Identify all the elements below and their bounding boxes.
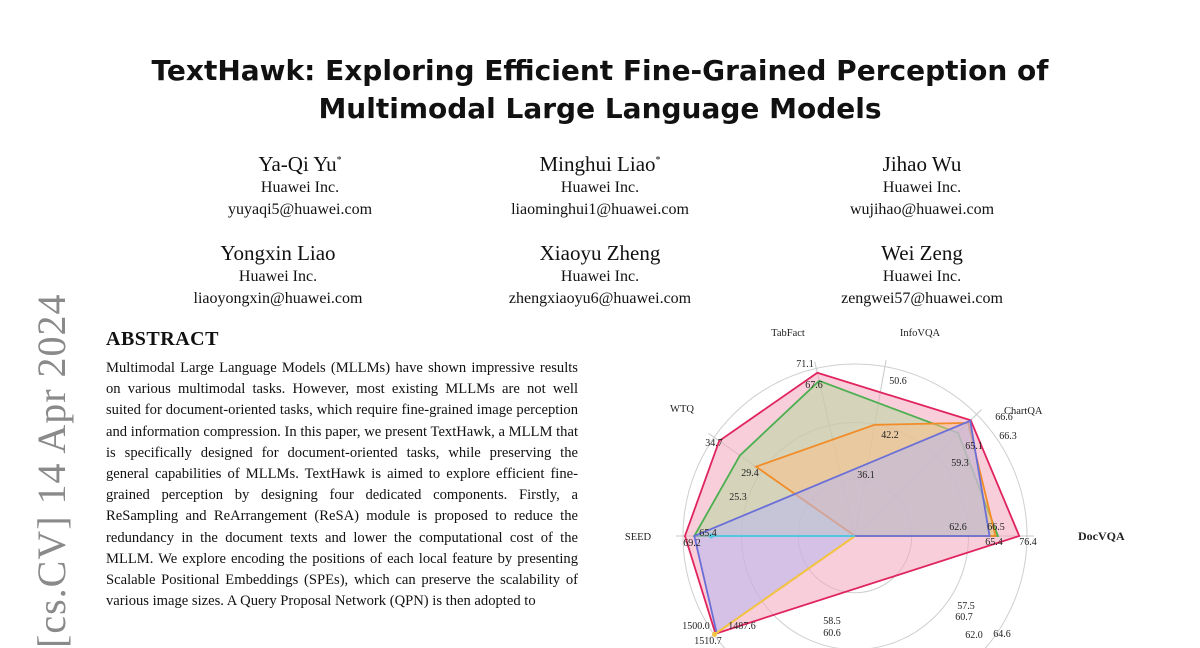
author-block: [170, 148, 430, 221]
abstract-body: Multimodal Large Language Models (MLLMs) have shown impressive results on various multimodal tasks. However, most existing MLLMs are not well suited for document-oriented tasks, which require fine-grained image perception and information compression. In this paper, we present TextHawk, a MLLM that is specifically designed for document-oriented tasks, while preserving the general capabilities of MLLMs. TextHawk is aimed to explore efficient fine-grained perception by designing four dedicated components. Firstly, a ReSampling and ReArrangement (ReSA) module is proposed to reduce the redundancy in the document texts and lower the computational cost of the MLLM. We explore encoding the positions of each local feature by presenting Scalable Positional Embeddings (SPEs), which can preserve the scalability of various image sizes. A Query Proposal Network (QPN) is then adopted to: [106, 360, 578, 610]
value-label: 57.5: [957, 601, 975, 612]
value-label: 60.6: [823, 628, 841, 639]
author-email[interactable]: wujihao@huawei.com: [849, 201, 995, 218]
author-affiliation: Huawei Inc.: [238, 268, 318, 285]
value-label: 34.7: [705, 438, 723, 449]
title-line-2: Multimodal Large Language Models: [318, 92, 882, 125]
value-label: 62.6: [949, 522, 967, 533]
author-affiliation: Huawei Inc.: [882, 179, 962, 196]
author-email[interactable]: yuyaqi5@huawei.com: [227, 201, 373, 218]
value-label: 65.1: [965, 441, 983, 452]
author-name: Minghui Liao: [539, 152, 656, 176]
author-block: [465, 240, 735, 310]
value-label: 1510.7: [694, 636, 722, 647]
author-email[interactable]: liaoyongxin@huawei.com: [193, 290, 363, 307]
value-label: 36.1: [857, 470, 875, 481]
author-block: [148, 240, 408, 310]
author-name: Ya-Qi Yu: [258, 152, 337, 176]
author-affiliation: Huawei Inc.: [560, 268, 640, 285]
axis-label-infovqa: InfoVQA: [899, 328, 941, 339]
value-label: 66.3: [999, 431, 1017, 442]
author-block: [792, 240, 1052, 310]
radar-chart: [600, 318, 1200, 648]
author-block: [470, 148, 730, 221]
value-label: 60.7: [955, 612, 973, 623]
author-affiliation: Huawei Inc.: [560, 179, 640, 196]
author-email[interactable]: zhengxiaoyu6@huawei.com: [508, 290, 692, 307]
axis-label-docvqa: DocVQA: [1078, 529, 1125, 543]
radar-svg: [600, 318, 1200, 648]
axis-label-wtq: WTQ: [670, 404, 694, 415]
paper-title: [100, 52, 1100, 128]
author-email[interactable]: zengwei57@huawei.com: [841, 290, 1003, 307]
axis-label-seed: SEED: [624, 532, 652, 543]
value-label: 58.5: [823, 616, 841, 627]
value-label: 29.4: [741, 468, 759, 479]
author-name: Yongxin Liao: [220, 241, 336, 265]
value-label: 66.6: [995, 412, 1013, 423]
value-label: 50.6: [889, 376, 907, 387]
axis-label-tabfact: TabFact: [771, 328, 805, 339]
value-label: 69.2: [683, 538, 701, 549]
value-label: 25.3: [729, 492, 747, 503]
value-label: 42.2: [881, 430, 899, 441]
author-name: Wei Zeng: [881, 241, 963, 265]
value-label: 76.4: [1019, 537, 1037, 548]
author-mark: *: [336, 155, 342, 166]
value-label: 59.3: [951, 458, 969, 469]
author-email[interactable]: liaominghui1@huawei.com: [511, 201, 689, 218]
axis-label-chartqa: ChartQA: [1004, 406, 1043, 417]
value-label: 62.0: [965, 630, 983, 641]
value-label: 65.4: [699, 528, 717, 539]
value-label: 1487.6: [728, 621, 756, 632]
author-affiliation: Huawei Inc.: [882, 268, 962, 285]
arxiv-stamp: [cs.CV] 14 Apr 2024: [29, 293, 74, 648]
abstract-heading: ABSTRACT: [106, 328, 219, 350]
author-mark: *: [655, 155, 661, 166]
value-label: 65.4: [985, 537, 1003, 548]
value-label: 1500.0: [682, 621, 710, 632]
value-label: 71.1: [796, 359, 814, 370]
author-affiliation: Huawei Inc.: [260, 179, 340, 196]
author-name: Jihao Wu: [882, 152, 962, 176]
value-label: 67.6: [805, 380, 823, 391]
value-label: 64.6: [993, 629, 1011, 640]
title-line-1: TextHawk: Exploring Efficient Fine-Grained Perception of: [151, 54, 1049, 87]
author-block: [792, 148, 1052, 221]
author-name: Xiaoyu Zheng: [539, 241, 661, 265]
value-label: 66.5: [987, 522, 1005, 533]
